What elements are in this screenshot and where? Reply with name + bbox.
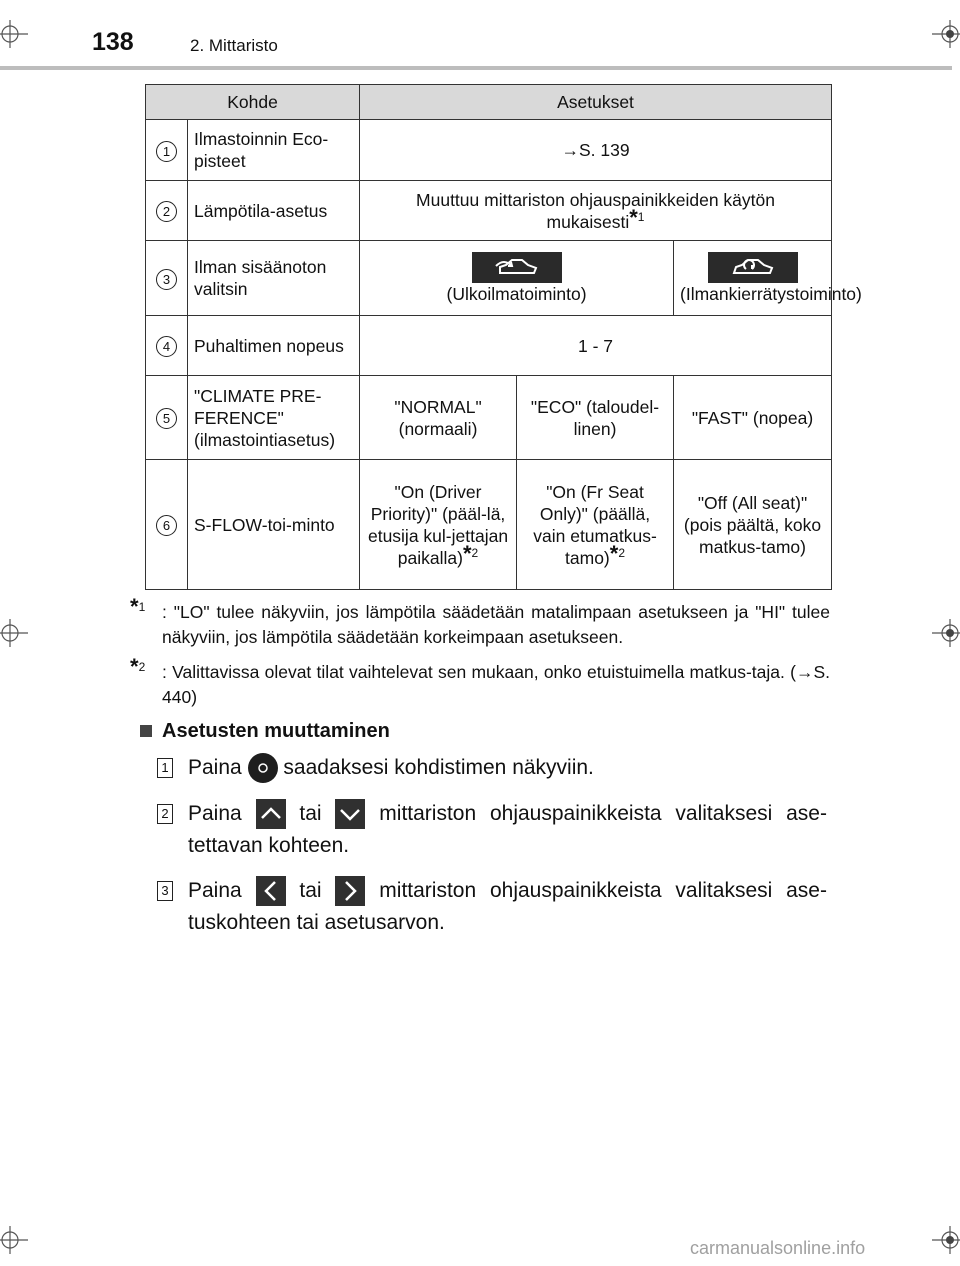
footnote-ref: 1: [637, 209, 645, 224]
table-row: [146, 460, 832, 590]
option-cell: "Off (All seat)" (pois päältä, koko matkus-tamo): [674, 460, 832, 590]
footnote-ref: 2: [471, 545, 479, 560]
step-text-a: Paina: [188, 879, 242, 902]
footnote-text: : Valittavissa olevat tilat vaihtelevat sen mukaan, onko etuistuimella matkus-taja. (→S. 440): [162, 662, 830, 707]
table-row: [146, 120, 832, 181]
watermark: carmanualsonline.info: [690, 1238, 866, 1258]
row-number-badge: 4: [156, 336, 177, 357]
row-item: "CLIMATE PRE-FERENCE" (ilmastointiasetus): [188, 376, 360, 460]
option-label: "On (Driver Priority)" (pääl-lä, etusija kul-jettajan paikalla): [367, 481, 509, 568]
table-header-row: [146, 85, 832, 120]
step-number: 3: [157, 881, 173, 901]
table-row: [146, 376, 832, 460]
page-number: 138: [92, 28, 134, 56]
row-number-badge: 3: [156, 269, 177, 290]
row-item: S-FLOW-toi-minto: [188, 460, 360, 590]
option-cell: [674, 241, 862, 316]
option-cell: "On (Fr Seat Only)" (päällä, vain etumatkus-tamo)*$^2$: [517, 460, 674, 590]
step: [157, 798, 827, 862]
option-cell: [360, 241, 674, 316]
option-cell: "ECO" (taloudel-linen): [517, 376, 674, 460]
footnote-number: 2: [138, 660, 146, 675]
footnote: *$^2$ : Valittavissa olevat tilat vaihtelevat sen mukaan, onko etuistuimella matkus-taja. (→S. 440): [130, 660, 830, 710]
row-number-badge: 6: [156, 515, 177, 536]
row-value: Muuttuu mittariston ohjauspainikkeiden käytön mukaisesti: [416, 189, 775, 232]
section-heading: [140, 720, 390, 743]
col-header-asetukset: Asetukset: [360, 85, 832, 120]
option-cell: "On (Driver Priority)" (pääl-lä, etusija kul-jettajan paikalla)*$^2$: [360, 460, 517, 590]
chevron-left-icon: [256, 876, 286, 906]
footnote-number: 1: [138, 600, 146, 615]
table-row: [146, 181, 832, 241]
table-row: [146, 241, 832, 316]
section-title: Asetusten muuttaminen: [162, 720, 390, 742]
row-value: →S. 139: [360, 120, 832, 181]
col-header-kohde: Kohde: [146, 85, 360, 120]
step-number: 1: [157, 758, 173, 778]
settings-table: [145, 84, 862, 590]
step-text-b: saadaksesi kohdistimen näkyviin.: [283, 756, 594, 779]
step-text-b: mittariston ohjauspainikkeista valitaksesi ase-tuskohteen tai asetusarvon.: [188, 879, 827, 934]
row-item: Puhaltimen nopeus: [188, 316, 360, 376]
option-cell: "FAST" (nopea): [674, 376, 832, 460]
chevron-up-icon: [256, 799, 286, 829]
bullet-square-icon: [140, 725, 152, 737]
footnote-text: : "LO" tulee näkyviin, jos lämpötila säädetään matalimpaan asetukseen ja "HI" tulee näkyviin, jos lämpötila säädetään korkeimpaan asetukseen.: [162, 602, 830, 647]
footnote-ref: 2: [618, 545, 625, 560]
option-label: (Ilmankierrätystoiminto): [680, 283, 862, 304]
step-number: 2: [157, 804, 173, 824]
step-text-a: Paina: [188, 802, 242, 825]
chapter-title: 2. Mittaristo: [190, 36, 278, 55]
outside-air-icon: [472, 252, 562, 283]
row-item: Ilmastoinnin Eco-pisteet: [188, 120, 360, 181]
row-number-badge: 1: [156, 141, 177, 162]
row-number-badge: 5: [156, 408, 177, 429]
step-text-b: mittariston ohjauspainikkeista valitaksesi ase-tettavan kohteen.: [188, 802, 827, 857]
step: [157, 875, 827, 939]
chevron-right-icon: [335, 876, 365, 906]
table-row: [146, 316, 832, 376]
row-item: Lämpötila-asetus: [188, 181, 360, 241]
header-rule: [0, 66, 952, 70]
chevron-down-icon: [335, 799, 365, 829]
option-label: (Ulkoilmatoiminto): [446, 283, 587, 304]
row-item: Ilman sisäänoton valitsin: [188, 241, 360, 316]
row-value: 1 - 7: [360, 316, 832, 376]
option-cell: "NORMAL" (normaali): [360, 376, 517, 460]
row-value-cell: Muuttuu mittariston ohjauspainikkeiden käytön mukaisesti*$^1$: [360, 181, 832, 241]
step: [157, 752, 827, 784]
ok-button-icon: [248, 753, 278, 783]
row-number-badge: 2: [156, 201, 177, 222]
step-or: tai: [299, 802, 322, 825]
recirculate-icon: [708, 252, 798, 283]
step-text-a: Paina: [188, 756, 242, 779]
step-or: tai: [299, 879, 322, 902]
option-label: "On (Fr Seat Only)" (päällä, vain etumatkus-tamo): [533, 481, 657, 568]
footnote: *$^1$ : "LO" tulee näkyviin, jos lämpötila säädetään matalimpaan asetukseen ja "HI" tulee näkyviin, jos lämpötila säädetään korkeimpaan asetukseen.: [130, 600, 830, 650]
